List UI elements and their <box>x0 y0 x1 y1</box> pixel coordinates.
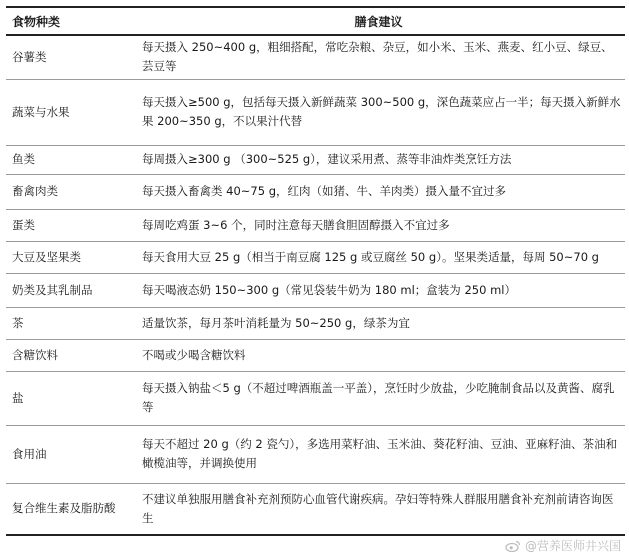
row-category: 食用油 <box>6 425 132 483</box>
row-category: 奶类及其乳制品 <box>6 273 132 307</box>
table-header-row <box>6 7 625 35</box>
row-advice: 每天食用大豆 25 g（相当于南豆腐 125 g 或豆腐丝 50 g）。坚果类适量，每周 50~70 g <box>132 241 625 273</box>
weibo-icon <box>505 540 521 552</box>
row-category: 蛋类 <box>6 209 132 241</box>
row-advice: 不建议单独服用膳食补充剂预防心血管代谢疾病。孕妇等特殊人群服用膳食补充剂前请咨询医生 <box>132 483 625 535</box>
table-row <box>6 307 625 339</box>
row-advice: 每天不超过 20 g（约 2 瓷勺），多选用菜籽油、玉米油、葵花籽油、豆油、亚麻籽油、茶油和橄榄油等，并调换使用 <box>132 425 625 483</box>
diet-recommendation-table <box>6 6 625 536</box>
row-category: 谷薯类 <box>6 35 132 79</box>
row-advice: 每天摄入≥500 g，包括每天摄入新鲜蔬菜 300~500 g，深色蔬菜应占一半；每天摄入新鲜水果 200~350 g，不以果汁代替 <box>132 79 625 145</box>
header-food-category: 食物种类 <box>6 7 132 35</box>
row-category: 畜禽肉类 <box>6 174 132 209</box>
table-row <box>6 273 625 307</box>
row-advice: 每天摄入 250~400 g，粗细搭配，常吃杂粮、杂豆，如小米、玉米、燕麦、红小豆、绿豆、芸豆等 <box>132 35 625 79</box>
row-advice: 每周摄入≥300 g （300~525 g），建议采用煮、蒸等非油炸类烹饪方法 <box>132 145 625 174</box>
header-diet-advice: 膳食建议 <box>132 7 625 35</box>
row-advice: 每天摄入畜禽类 40~75 g，红肉（如猪、牛、羊肉类）摄入量不宜过多 <box>132 174 625 209</box>
watermark-text: @营养医师井兴国 <box>524 539 621 553</box>
row-advice: 适量饮茶，每月茶叶消耗量为 50~250 g，绿茶为宜 <box>132 307 625 339</box>
row-category: 含糖饮料 <box>6 339 132 371</box>
table-row <box>6 425 625 483</box>
row-category: 大豆及坚果类 <box>6 241 132 273</box>
row-advice: 每周吃鸡蛋 3~6 个，同时注意每天膳食胆固醇摄入不宜过多 <box>132 209 625 241</box>
table-row <box>6 174 625 209</box>
row-category: 复合维生素及脂肪酸 <box>6 483 132 535</box>
table-row <box>6 241 625 273</box>
table-row <box>6 209 625 241</box>
row-advice: 每天喝液态奶 150~300 g（常见袋装牛奶为 180 ml；盒装为 250 ml） <box>132 273 625 307</box>
row-category: 鱼类 <box>6 145 132 174</box>
table-row <box>6 145 625 174</box>
table-row <box>6 371 625 425</box>
table-row <box>6 339 625 371</box>
row-category: 茶 <box>6 307 132 339</box>
row-advice: 不喝或少喝含糖饮料 <box>132 339 625 371</box>
row-category: 盐 <box>6 371 132 425</box>
row-category: 蔬菜与水果 <box>6 79 132 145</box>
table-row <box>6 35 625 79</box>
table-row <box>6 483 625 535</box>
row-advice: 每天摄入钠盐＜5 g（不超过啤酒瓶盖一平盖），烹饪时少放盐，少吃腌制食品以及黄酱、腐乳等 <box>132 371 625 425</box>
table-row <box>6 79 625 145</box>
weibo-watermark <box>505 537 621 554</box>
